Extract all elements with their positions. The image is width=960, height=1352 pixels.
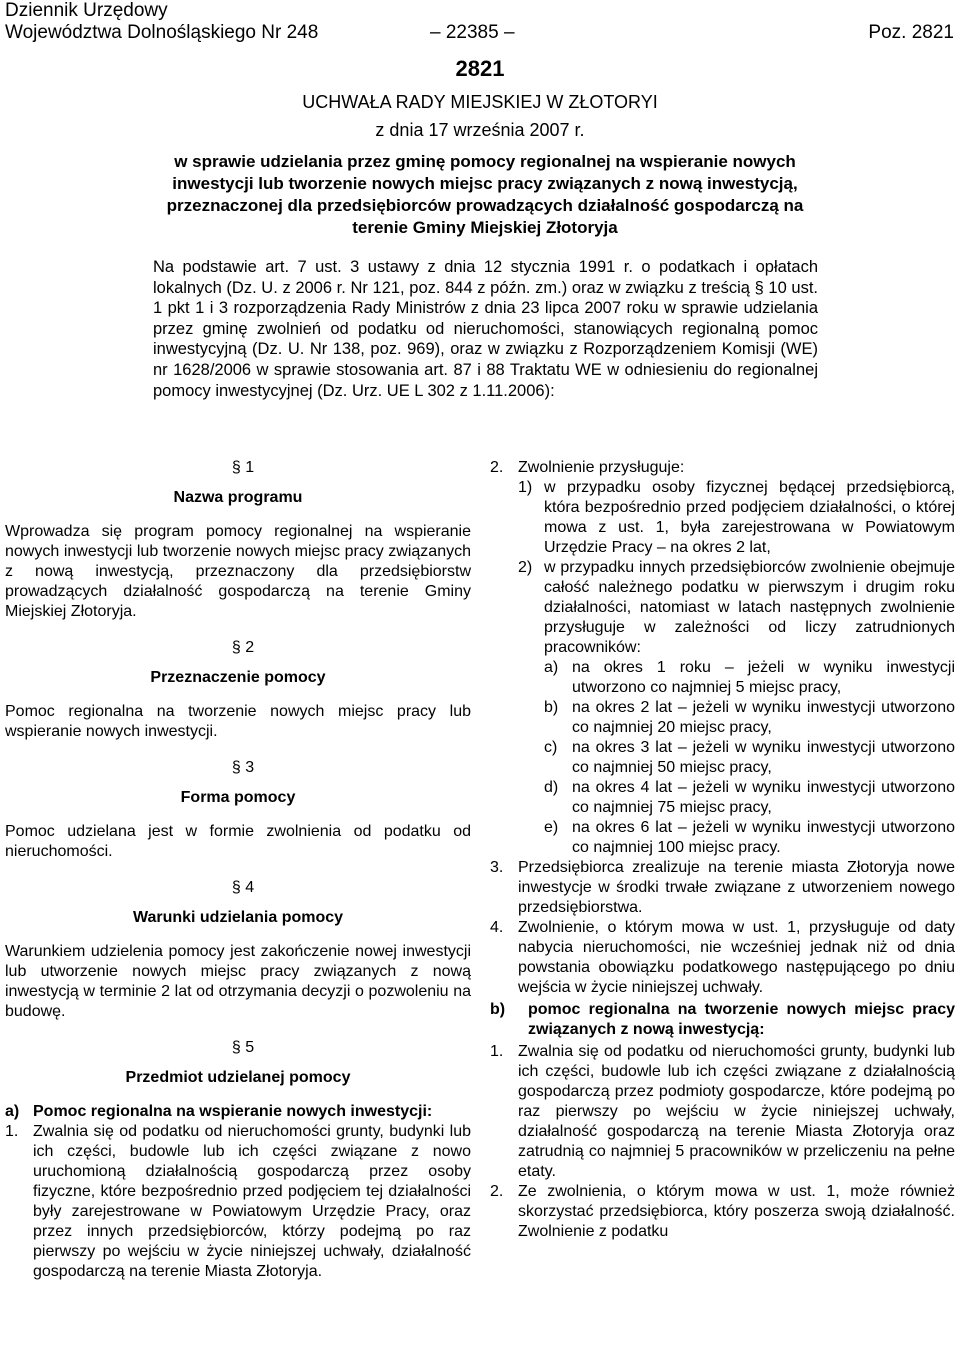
list-item-text: Przedsiębiorca zrealizuje na terenie miasta Złotoryja nowe inwestycje w środki trwałe związane z utworzeniem nowego przedsiębiorstwa. [518, 859, 955, 916]
section-a-item-1 [5, 1122, 471, 1282]
list-item-text: Zwolnienie przysługuje: [518, 459, 685, 476]
section-b-text: pomoc regionalna na tworzenie nowych miejsc pracy związanych z nową inwestycją: [528, 1001, 955, 1038]
list-marker: 2. [490, 459, 504, 476]
preamble [153, 257, 818, 401]
list-item-text: na okres 4 lat – jeżeli w wyniku inwestycji utworzono co najmniej 75 miejsc pracy, [572, 779, 955, 816]
list-marker: 4. [490, 919, 504, 936]
paragraph-3-sign: § 3 [231, 759, 255, 776]
paragraph-1-body: Wprowadza się program pomocy regionalnej na wspieranie nowych inwestycji lub tworzenie nowych miejsc pracy związanych z nową inwestycją, przeznaczony dla przedsiębiorstw prowadzących działalność gospodarczą na terenie Gminy Miejskiej Złotoryja. [5, 523, 471, 620]
document-title: UCHWAŁA RADY MIEJSKIEJ W ZŁOTORYI [302, 92, 658, 112]
list-item-text: na okres 1 roku – jeżeli w wyniku inwestycji utworzono co najmniej 5 miejsc pracy, [572, 659, 955, 696]
journal-title: Dziennik Urzędowy [5, 0, 168, 21]
section-b [490, 1000, 955, 1040]
list-marker: c) [544, 739, 558, 756]
left-column [5, 458, 471, 1282]
list-item-text: Zwalnia się od podatku od nieruchomości grunty, budynki lub ich części, budowle lub ich części związane z działalnością gospodarczą przez podmioty gospodarcze, które podejmą po raz pierwszy po wejściu w życie niniejszej uchwały, działalność gospodarczą na terenie Miasta Złotoryja oraz zatrudnią co najmniej 5 pracowników w przeliczeniu na pełne etaty. [518, 1043, 955, 1180]
list-item-text: na okres 3 lat – jeżeli w wyniku inwestycji utworzono co najmniej 50 miejsc pracy, [572, 739, 955, 776]
paragraph-4-title: Warunki udzielania pomocy [132, 909, 344, 926]
right-column [490, 458, 955, 1242]
document-date: z dnia 17 września 2007 r. [375, 120, 585, 140]
list-item-text: Zwolnienie, o którym mowa w ust. 1, przysługuje od daty nabycia nieruchomości, nie wcześniej jednak niż od dnia powstania obowiązku podatkowego następującego po dniu wejścia w życie niniejszej uchwały. [518, 919, 955, 996]
paragraph-5-title: Przedmiot udzielanej pomocy [125, 1069, 351, 1086]
section-b-marker: b) [490, 1001, 506, 1018]
subpoint-b [544, 698, 955, 738]
journal-issue: Województwa Dolnośląskiego Nr 248 [5, 22, 319, 43]
paragraph-3-body: Pomoc udzielana jest w formie zwolnienia od podatku od nieruchomości. [5, 823, 471, 860]
section-a-item-3 [490, 858, 955, 918]
position-number: Poz. 2821 [868, 22, 954, 43]
section-a [5, 1102, 471, 1122]
paragraph-3-title: Forma pomocy [180, 789, 296, 806]
paragraph-2-body: Pomoc regionalna na tworzenie nowych miejsc pracy lub wspieranie nowych inwestycji. [5, 703, 471, 740]
paragraph-1-sign: § 1 [231, 459, 255, 476]
section-a-item-2-point-2 [518, 558, 955, 658]
list-marker: 3. [490, 859, 504, 876]
preamble-text: Na podstawie art. 7 ust. 3 ustawy z dnia 12 stycznia 1991 r. o podatkach i opłatach lokalnych (Dz. U. z 2006 r. Nr 121, poz. 844 z późn. zm.) oraz w związku z treścią § 10 ust. 1 pkt 1 i 3 rozporządzenia Rady Ministrów z dnia 23 lipca 2007 roku w sprawie udzielania przez gminę zwolnień od podatku od nieruchomości, stanowiących regionalną pomoc inwestycyjną (Dz. U. Nr 138, poz. 969), oraz w związku z Rozporządzeniem Komisji (WE) nr 1628/2006 w sprawie stosowania art. 87 i 88 Traktatu WE w odniesieniu do regionalnej pomocy inwestycyjnej (Dz. Urz. UE L 302 z 1.11.2006): [153, 258, 818, 400]
document-number: 2821 [455, 56, 505, 81]
list-marker: b) [544, 699, 559, 716]
paragraph-2-title: Przeznaczenie pomocy [150, 669, 326, 686]
list-marker: 1) [518, 479, 533, 496]
list-marker: 2. [490, 1183, 504, 1200]
page-number: – 22385 – [430, 22, 515, 43]
subpoint-a [544, 658, 955, 698]
section-a-item-2-point-1 [518, 478, 955, 558]
subpoint-c [544, 738, 955, 778]
list-item-text: w przypadku osoby fizycznej będącej przedsiębiorcą, która bezpośrednio przed podjęciem działalności, o której mowa z ust. 1, była zarejestrowana w Powiatowym Urzędzie Pracy – na okres 2 lat, [544, 479, 955, 556]
section-a-marker: a) [5, 1103, 20, 1120]
list-marker: 2) [518, 559, 533, 576]
section-b-item-1 [490, 1042, 955, 1182]
list-marker: d) [544, 779, 559, 796]
section-a-item-4 [490, 918, 955, 998]
paragraph-4-sign: § 4 [231, 879, 255, 896]
list-marker: 1. [5, 1123, 19, 1140]
paragraph-2-sign: § 2 [231, 639, 255, 656]
paragraph-5-sign: § 5 [231, 1039, 255, 1056]
list-item-text: Zwalnia się od podatku od nieruchomości grunty, budynki lub ich części, budowle lub ich części związane z nowo uruchomioną działalnością gospodarczą przez osoby fizyczne, które bezpośrednio przed podjęciem tej działalności były zarejestrowane w Powiatowym Urzędzie Pracy, oraz przez innych przedsiębiorców, którzy podejmą po raz pierwszy po wejściu w życie niniejszej uchwały, działalność gospodarczą na terenie Miasta Złotoryja. [33, 1123, 471, 1280]
subpoint-d [544, 778, 955, 818]
list-marker: a) [544, 659, 559, 676]
list-item-text: na okres 2 lat – jeżeli w wyniku inwestycji utworzono co najmniej 20 miejsc pracy, [572, 699, 955, 736]
section-a-item-2 [490, 458, 955, 478]
section-b-item-2 [490, 1182, 955, 1242]
section-a-text: Pomoc regionalna na wspieranie nowych inwestycji: [33, 1103, 433, 1120]
list-marker: 1. [490, 1043, 504, 1060]
paragraph-4-body: Warunkiem udzielenia pomocy jest zakończenie nowej inwestycji lub utworzenie nowych miejsc pracy związanych z nową inwestycją w terminie 2 lat od otrzymania decyzji o pozwoleniu na budowę. [5, 943, 471, 1020]
list-marker: e) [544, 819, 559, 836]
list-item-text: na okres 6 lat – jeżeli w wyniku inwestycji utworzono co najmniej 100 miejsc pracy. [572, 819, 955, 856]
paragraph-1-title: Nazwa programu [173, 489, 303, 506]
document-subject: w sprawie udzielania przez gminę pomocy regionalnej na wspieranie nowych inwestycji lub tworzenie nowych miejsc pracy związanych z nową inwestycją, przeznaczonej dla przedsiębiorców prowadzących działalność gospodarczą na terenie Gminy Miejskiej Złotoryja [166, 152, 804, 237]
list-item-text: w przypadku innych przedsiębiorców zwolnienie obejmuje całość należnego podatku w pierwszym i drugim roku działalności, natomiast w latach następnych zwolnienie przysługuje w zależności od liczy zatrudnionych pracowników: [544, 559, 955, 656]
subpoint-e [544, 818, 955, 858]
list-item-text: Ze zwolnienia, o którym mowa w ust. 1, może również skorzystać przedsiębiorca, który poszerza swoją działalność. Zwolnienie z podatku [518, 1183, 955, 1240]
